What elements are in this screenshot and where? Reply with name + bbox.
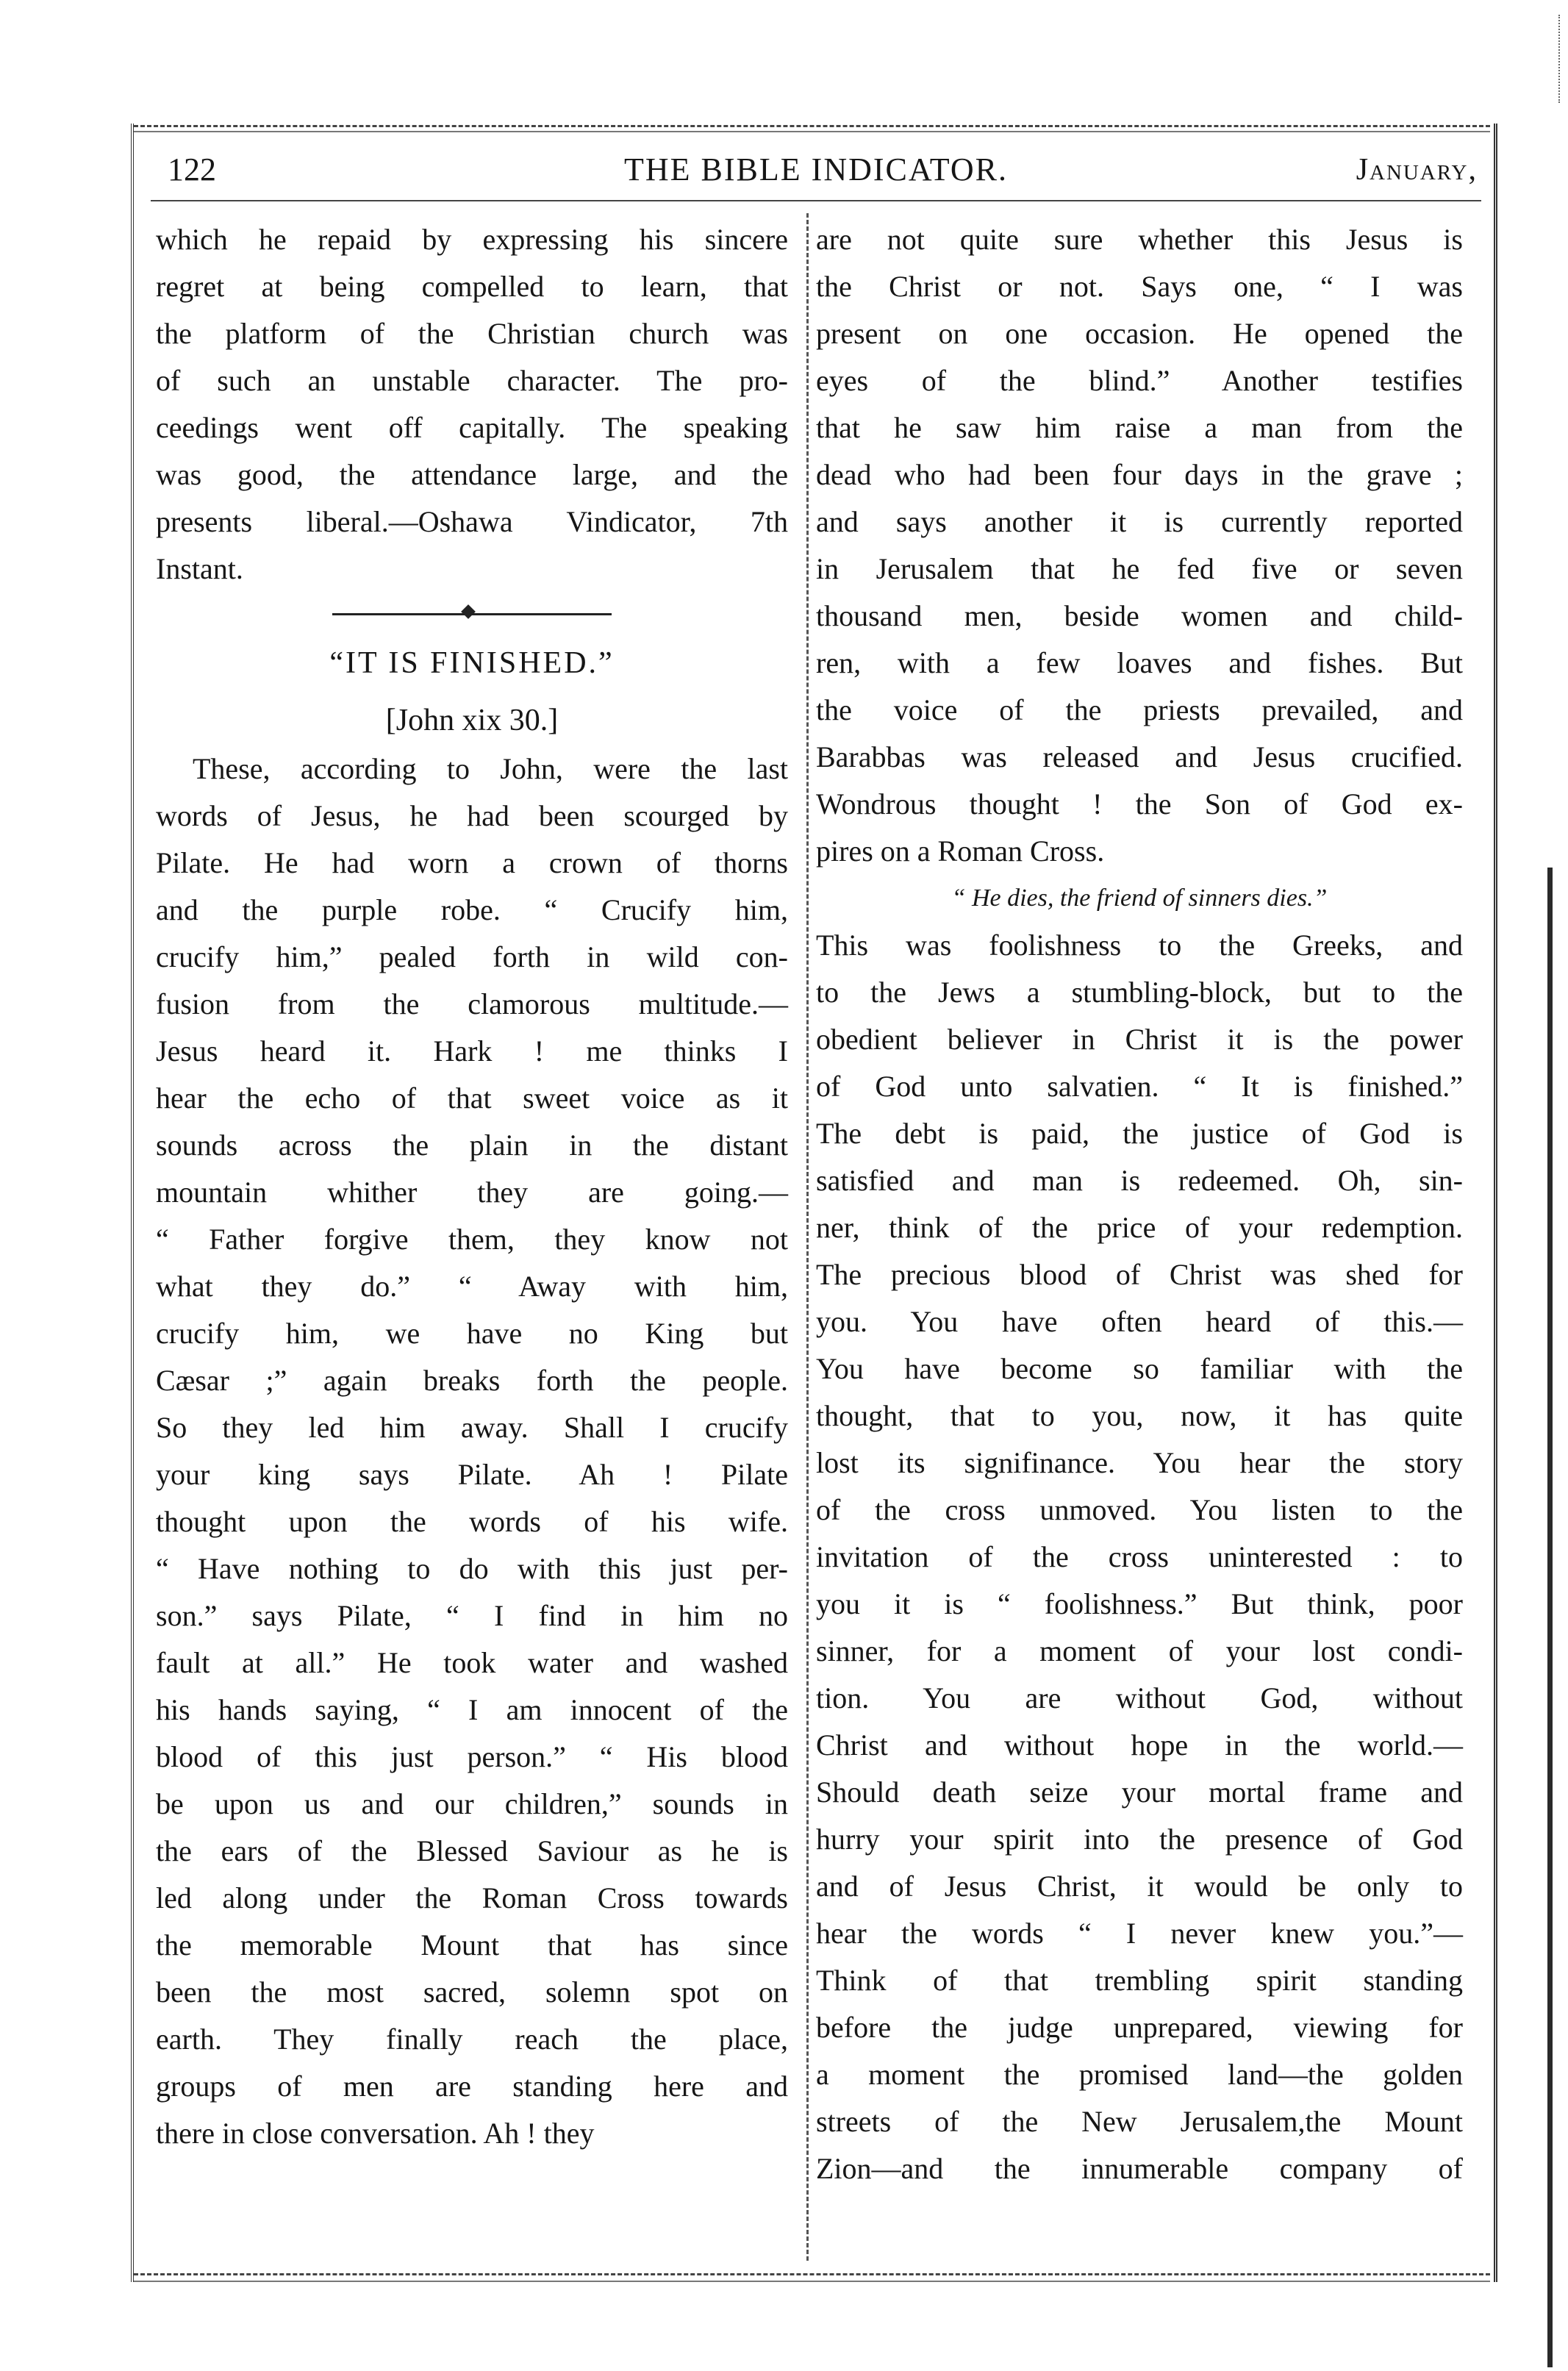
text-line: there in close conversation. Ah ! they [156,2117,595,2150]
text-line: of such an unstable character. The pro- [156,364,788,397]
text-line: be upon us and our children,” sounds in [156,1787,788,1820]
text-line: “ Father forgive them, they know not [156,1223,788,1256]
bottom-rule [134,2273,1490,2275]
text-line: the ears of the Blessed Saviour as he is [156,1834,788,1867]
text-line: So they led him away. Shall I crucify [156,1411,788,1444]
text-line: the memorable Mount that has since [156,1928,788,1961]
article-heading: “IT IS FINISHED.” [329,646,615,680]
text-line: lost its signifinance. You hear the story [816,1446,1463,1479]
text-line: streets of the New Jerusalem,the Mount [816,2105,1463,2138]
text-line: his hands saying, “ I am innocent of the [156,1693,788,1726]
right-column-paragraph-continued [816,922,1463,2192]
header-rule [151,200,1481,201]
text-line: the Christ or not. Says one, “ I was [816,270,1463,303]
text-line: mountain whither they are going.— [156,1176,788,1209]
text-line: words of Jesus, he had been scourged by [156,799,788,832]
text-line: Should death seize your mortal frame and [816,1775,1463,1809]
running-header [154,151,1478,195]
top-rule [134,125,1490,127]
text-line: in Jerusalem that he fed five or seven [816,552,1463,585]
text-line: Instant. [156,552,243,585]
ornament-diamond [461,604,476,619]
publication-title: THE BIBLE INDICATOR. [624,151,1008,187]
left-column-article-body [156,745,788,2157]
text-line: was good, the attendance large, and the [156,458,788,491]
text-line: Barabbas was released and Jesus crucified. [816,740,1463,773]
text-line: hear the words “ I never knew you.”— [816,1917,1463,1950]
article-scripture-reference: [John xix 30.] [385,704,559,737]
text-line: You have become so familiar with the [816,1352,1463,1385]
text-line: led along under the Roman Cross towards [156,1881,788,1914]
text-line: crucify him,” pealed forth in wild con- [156,940,788,973]
text-line: sinner, for a moment of your lost condi- [816,1634,1463,1667]
text-line: thousand men, beside women and child- [816,599,1463,632]
text-line: of God unto salvatien. “ It is finished.” [816,1070,1463,1103]
text-line: ner, think of the price of your redemption. [816,1211,1463,1244]
text-line: you it is “ foolishness.” But think, poor [816,1587,1463,1620]
text-line: invitation of the cross uninterested : to [816,1540,1463,1573]
text-line: which he repaid by expressing his sincere [156,223,788,256]
text-line: groups of men are standing here and [156,2070,788,2103]
text-line: and of Jesus Christ, it would be only to [816,1870,1463,1903]
text-line: Think of that trembling spirit standing [816,1964,1463,1997]
text-line: dead who had been four days in the grave ; [816,458,1463,491]
text-line: tion. You are without God, without [816,1681,1463,1714]
text-line: These, according to John, were the last [193,752,788,785]
text-line: hurry your spirit into the presence of God [816,1823,1463,1856]
text-line: The precious blood of Christ was shed for [816,1258,1463,1291]
page-edge-specks [1544,15,1560,103]
text-line: and the purple robe. “ Crucify him, [156,893,788,926]
text-line: Christ and without hope in the world.— [816,1728,1463,1762]
section-separator-ornament [156,593,788,640]
text-line: Jesus heard it. Hark ! me thinks I [156,1034,788,1068]
text-line: you. You have often heard of this.— [816,1305,1463,1338]
text-line: obedient believer in Christ it is the power [816,1023,1463,1056]
text-line: Cæsar ;” again breaks forth the people. [156,1364,788,1397]
text-line: fusion from the clamorous multitude.— [156,987,788,1020]
issue-month: January, [1356,153,1478,187]
text-line: Wondrous thought ! the Son of God ex- [816,787,1463,820]
text-line: that he saw him raise a man from the [816,411,1463,444]
right-column [816,216,1463,2192]
text-line: son.” says Pilate, “ I find in him no [156,1599,788,1632]
text-line: are not quite sure whether this Jesus is [816,223,1463,256]
text-line: ren, with a few loaves and fishes. But [816,646,1463,679]
text-line: to the Jews a stumbling-block, but to the [816,976,1463,1009]
text-line: the platform of the Christian church was [156,317,788,350]
text-line: your king says Pilate. Ah ! Pilate [156,1458,788,1491]
text-line: regret at being compelled to learn, that [156,270,788,303]
text-line: before the judge unprepared, viewing for [816,2011,1463,2044]
right-column-paragraph [816,216,1463,875]
text-line: presents liberal.—Oshawa Vindicator, 7th [156,505,788,538]
text-line: Zion—and the innumerable company of [816,2152,1463,2185]
text-line: ceedings went off capitally. The speaking [156,411,788,444]
text-line: crucify him, we have no King but [156,1317,788,1350]
page-edge-shadow [1547,868,1553,2367]
text-line: eyes of the blind.” Another testifies [816,364,1463,397]
text-line: thought upon the words of his wife. [156,1505,788,1538]
text-line: The debt is paid, the justice of God is [816,1117,1463,1150]
top-rule-inner [134,131,1490,132]
text-line: blood of this just person.” “ His blood [156,1740,788,1773]
text-line: the voice of the priests prevailed, and [816,693,1463,726]
text-line: Pilate. He had worn a crown of thorns [156,846,788,879]
text-line: “ Have nothing to do with this just per- [156,1552,788,1585]
text-line: earth. They finally reach the place, [156,2023,788,2056]
text-line: satisfied and man is redeemed. Oh, sin- [816,1164,1463,1197]
hymn-quote: “ He dies, the friend of sinners dies.” [951,884,1328,912]
text-line: present on one occasion. He opened the [816,317,1463,350]
text-line: of the cross unmoved. You listen to the [816,1493,1463,1526]
text-line: what they do.” “ Away with him, [156,1270,788,1303]
text-line: pires on a Roman Cross. [816,834,1105,868]
text-line: fault at all.” He took water and washed [156,1646,788,1679]
text-line: sounds across the plain in the distant [156,1129,788,1162]
column-divider [806,213,809,2261]
text-line: hear the echo of that sweet voice as it [156,1081,788,1115]
text-line: been the most sacred, solemn spot on [156,1975,788,2009]
page-number: 122 [168,151,216,187]
text-line: and says another it is currently reported [816,505,1463,538]
text-line: This was foolishness to the Greeks, and [816,929,1463,962]
bottom-rule-inner [134,2281,1490,2282]
text-line: a moment the promised land—the golden [816,2058,1463,2091]
left-column [156,216,788,2157]
text-line: thought, that to you, now, it has quite [816,1399,1463,1432]
left-column-top-paragraph [156,216,788,593]
